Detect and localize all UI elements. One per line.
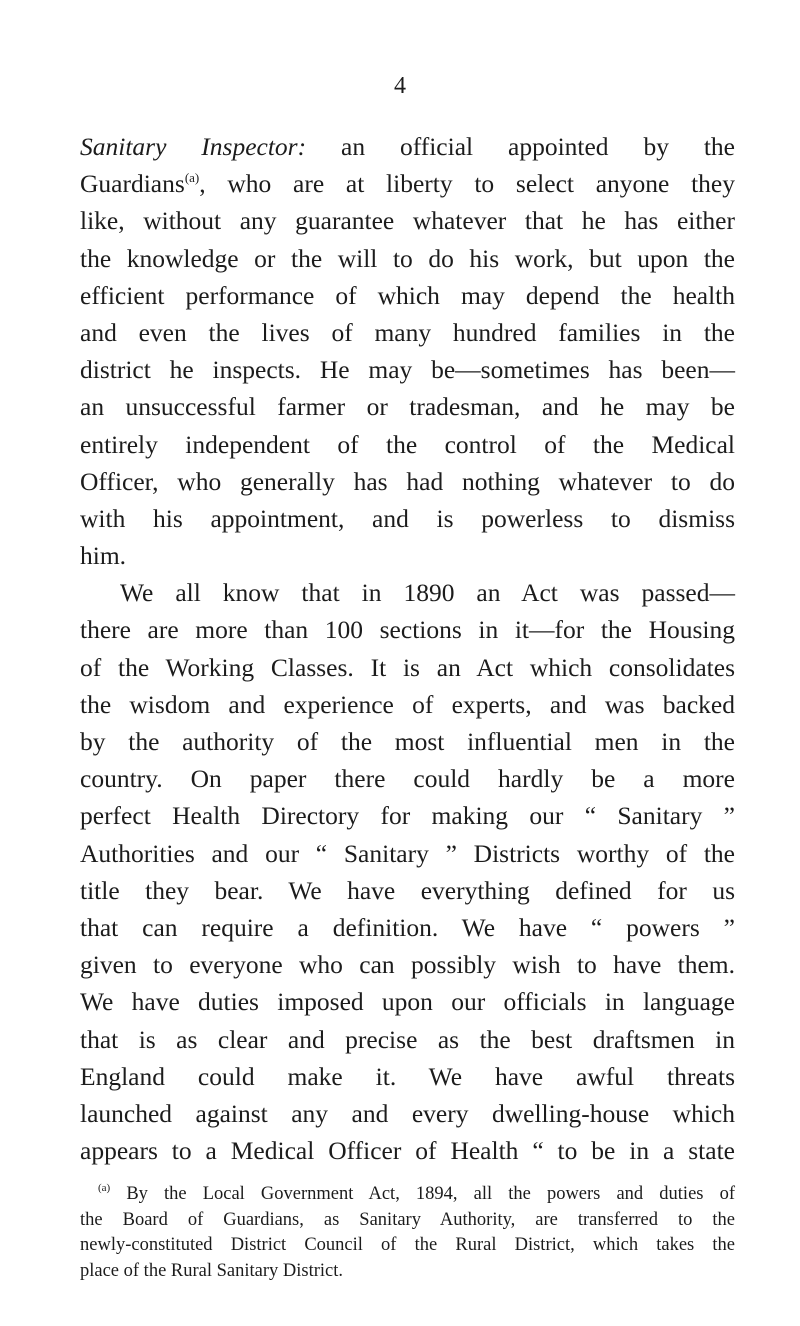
text-line: We have duties imposed upon our officials in language [80,987,735,1017]
text-line: like, without any guarantee whatever that he has either [80,206,735,236]
text-line: entirely independent of the control of the Medical [80,429,735,459]
footnote-line: $^{(a)}$ By the Local Government Act, 1894, all the powers and duties of [98,1182,735,1204]
paragraph-start-line: We all know that in 1890 an Act was passed— [120,578,735,608]
text-line: that can require a definition. We have “ powers ” [80,912,735,942]
page-number: 4 [394,73,406,99]
text-line: and even the lives of many hundred families in the [80,317,735,347]
text-line: of the Working Classes. It is an Act which consolidates [80,652,735,682]
term-sanitary-inspector: Sanitary Inspector: [80,132,307,161]
footnote-line: place of the Rural Sanitary District. [80,1261,344,1282]
body-text [80,128,735,1169]
footnote-marker: (a) [98,1182,111,1194]
text-line: given to everyone who can possibly wish to have them. [80,950,735,980]
text-line: Officer, who generally has had nothing whatever to do [80,466,735,496]
footnote-line: newly-constituted District Council of the Rural District, which takes the [80,1235,735,1256]
text-line: launched against any and every dwelling-house which [80,1098,735,1128]
footnote-line: the Board of Guardians, as Sanitary Authority, are transferred to the [80,1209,735,1230]
text-line: that is as clear and precise as the best draftsmen in [80,1024,735,1054]
text-line: district he inspects. He may be—sometimes has been— [80,355,735,385]
text-line: country. On paper there could hardly be a more [80,764,735,794]
text-line: the knowledge or the will to do his work, but upon the [80,243,735,273]
text-line: the wisdom and experience of experts, and was backed [80,689,735,719]
text-line: Guardians$^{(a)}$, who are at liberty to select anyone they [80,169,735,199]
text-line: England could make it. We have awful threats [80,1061,735,1091]
text-line: perfect Health Directory for making our “ Sanitary ” [80,801,735,831]
text-line: with his appointment, and is powerless to dismiss [80,503,735,533]
text-line: appears to a Medical Officer of Health “ to be in a state [80,1136,735,1166]
text-line: efficient performance of which may depend the health [80,280,735,310]
footnote [80,1182,735,1285]
text-line: an unsuccessful farmer or tradesman, and he may be [80,392,735,422]
text-line: title they bear. We have everything defined for us [80,875,735,905]
text-line: by the authority of the most influential men in the [80,727,735,756]
text-line: there are more than 100 sections in it—for the Housing [80,615,735,645]
text-line: Sanitary Inspector: an official appointed by the [80,132,735,161]
footnote-reference: (a) [184,170,200,186]
text-line: Authorities and our “ Sanitary ” Districts worthy of the [80,838,735,868]
text-line: him. [80,541,127,571]
